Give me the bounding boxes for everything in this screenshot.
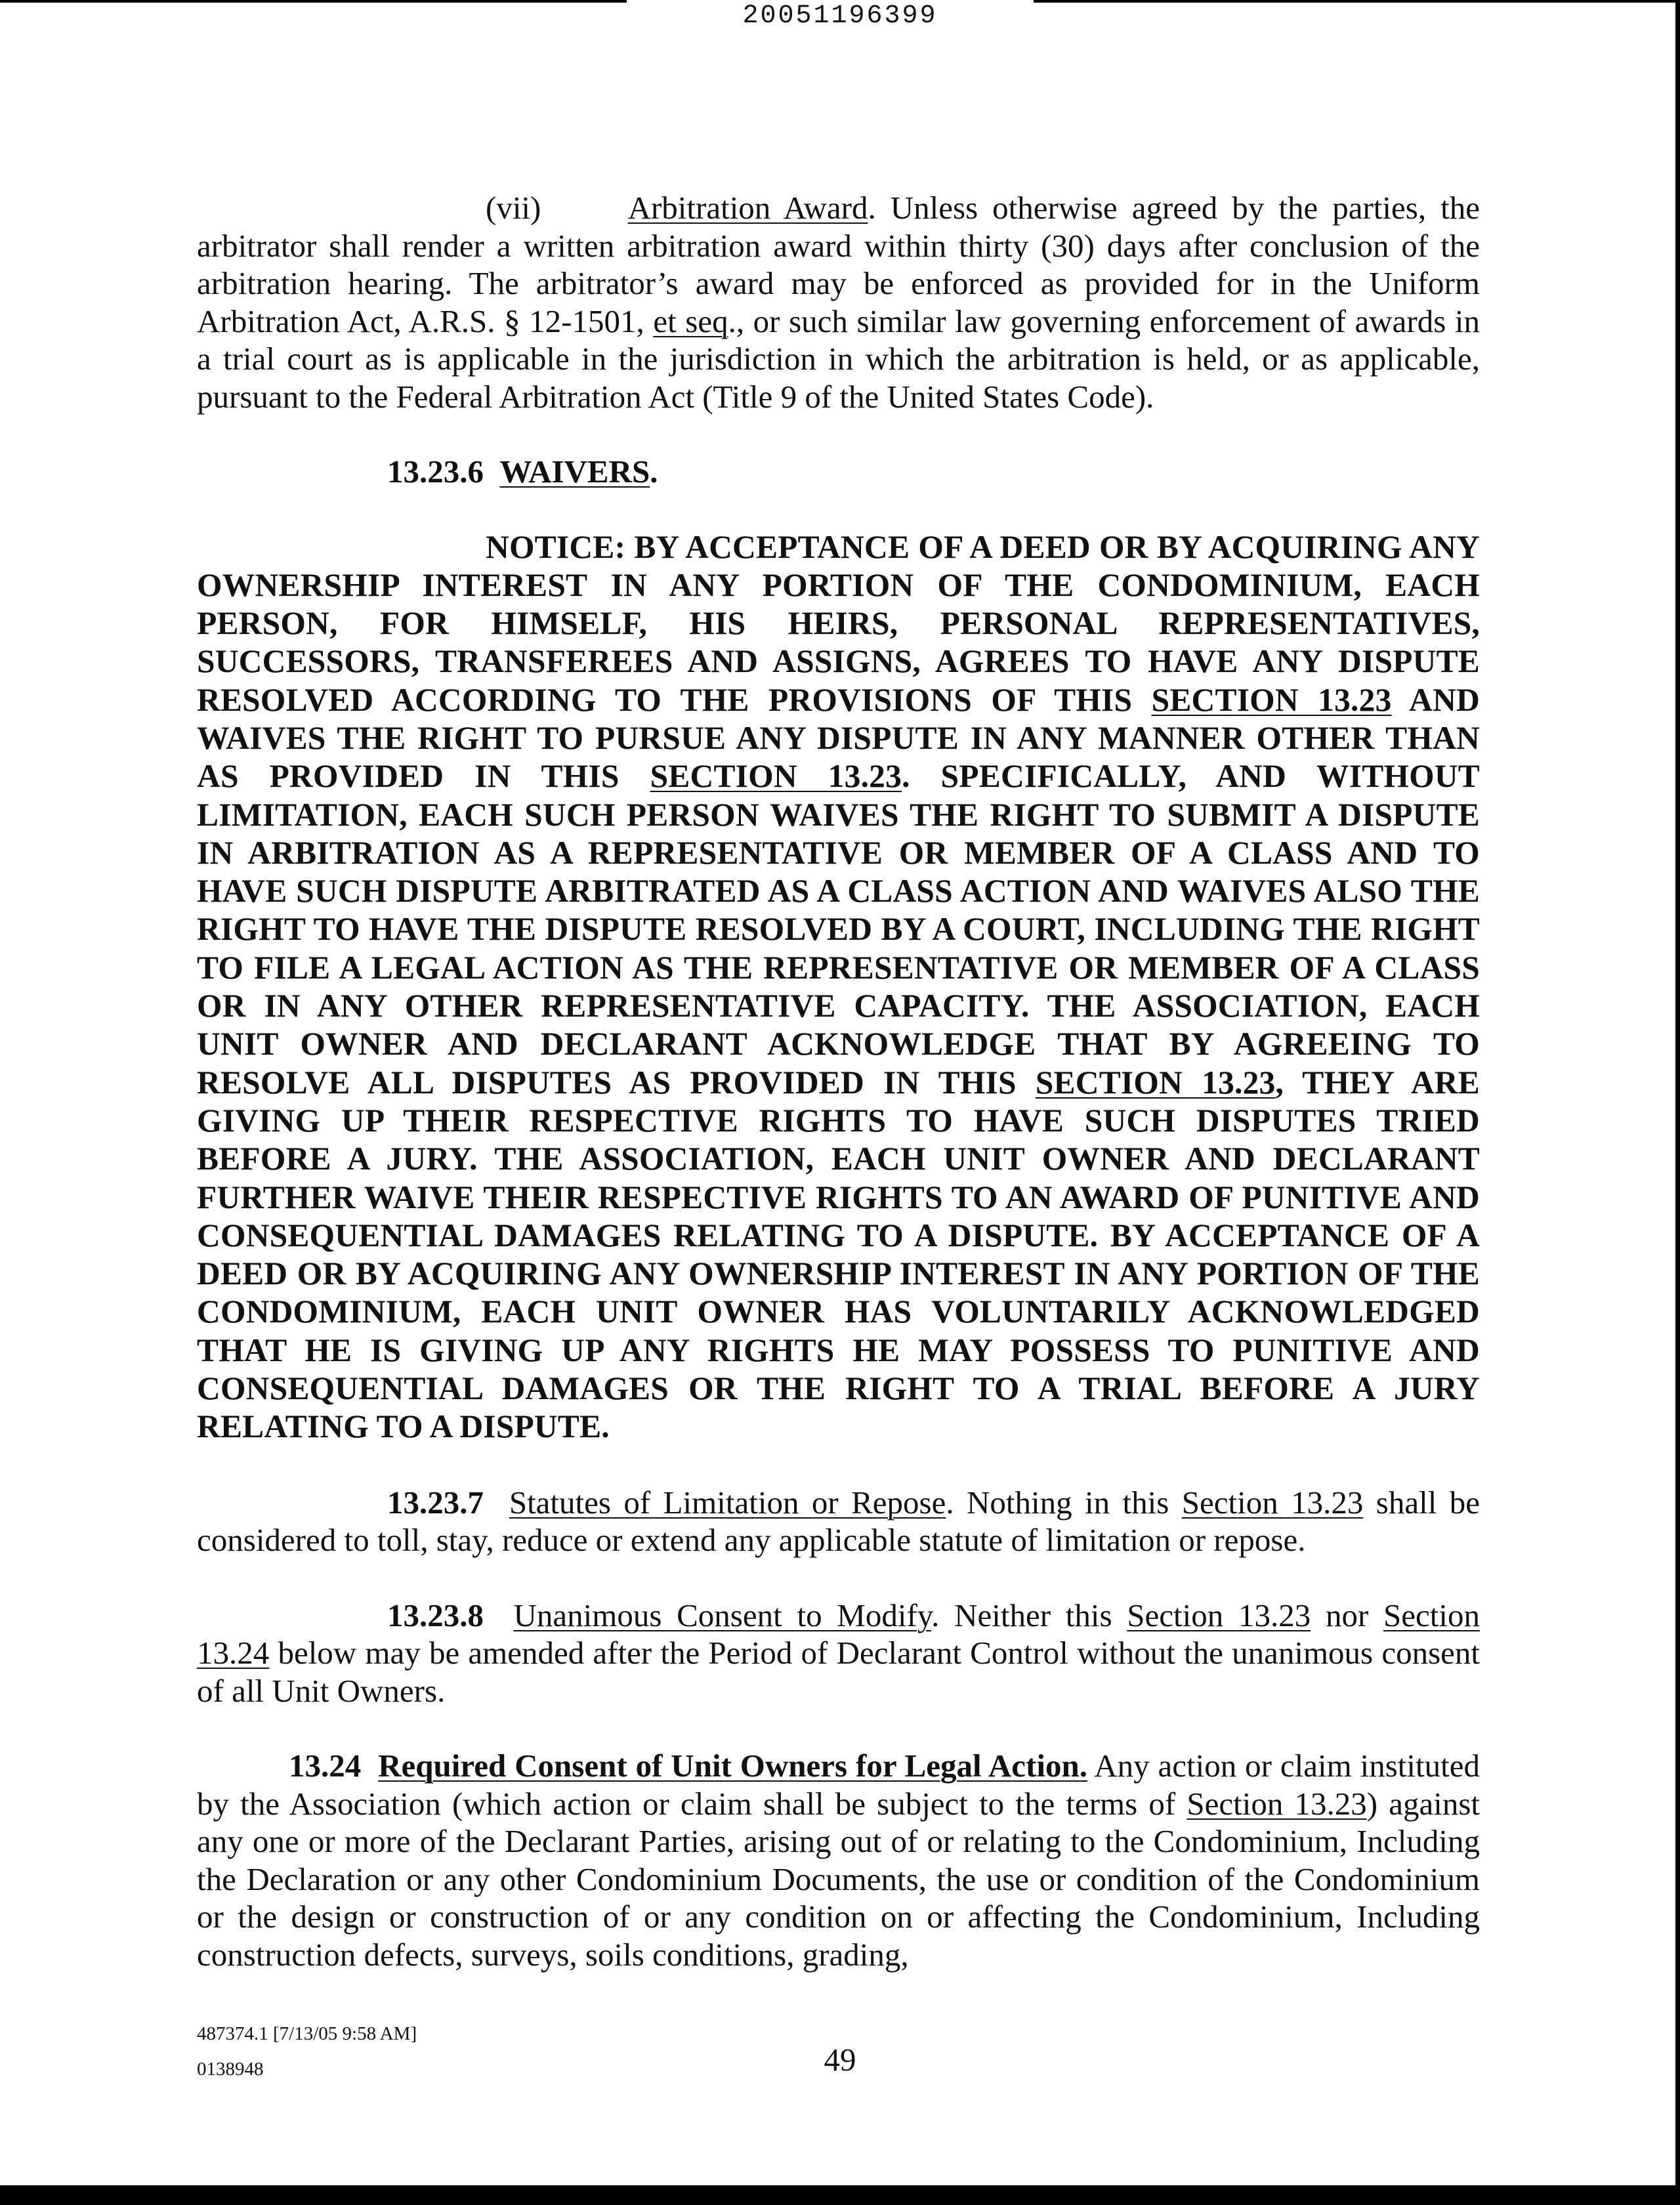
scan-edge-bottom [0,2185,1680,2205]
section-text: Any action or claim instituted by the Association (which action or claim shall be subject to the terms of [197,1748,1480,1822]
section-number: 13.23.8 [387,1597,484,1633]
paragraph-statutes-of-limitation [197,1484,1480,1559]
paragraph-required-consent [197,1747,1480,1973]
section-text: below may be amended after the Period of Declarant Control without the unanimous consent of all Unit Owners. [197,1635,1480,1709]
section-heading-waivers [197,453,1480,491]
recording-number: 20051196399 [742,1,938,31]
section-number: 13.24 [289,1748,362,1784]
clause-text: . Unless otherwise agreed by the parties, the arbitrator shall render a written arbitration award within thirty (30) days after conclusion of the arbitration hearing. The arbitrator’s award may be enforced as provided for in the Uniform Arbitration Act, A.R.S. § 12-1501, [197,190,1480,339]
notice-text: AND WAIVES THE RIGHT TO PURSUE ANY DISPUTE IN ANY MANNER OTHER THAN AS PROVIDED IN THIS [197,681,1480,795]
section-reference: Section 13.23 [1186,1785,1367,1822]
section-text: ) against any one or more of the Declarant Parties, arising out of or relating to the Condominium, Including the Declaration or any other Condominium Documents, the use or condition of the Condominium or the design or construction of or any condition on or affecting the Condominium, Including construction defects, surveys, soils conditions, grading, [197,1785,1480,1973]
scan-edge-right [1675,0,1680,2185]
notice-text: . SPECIFICALLY, AND WITHOUT LIMITATION, EACH SUCH PERSON WAIVES THE RIGHT TO SUBMIT A DISPUTE IN ARBITRATION AS A REPRESENTATIVE OR MEMBER OF A CLASS AND TO HAVE SUCH DISPUTE ARBITRATED AS A CLASS ACTION AND WAIVES ALSO THE RIGHT TO HAVE THE DISPUTE RESOLVED BY A COURT, INCLUDING THE RIGHT TO FILE A LEGAL ACTION AS THE REPRESENTATIVE OR MEMBER OF A CLASS OR IN ANY OTHER REPRESENTATIVE CAPACITY. THE ASSOCIATION, EACH UNIT OWNER AND DECLARANT ACKNOWLEDGE THAT BY AGREEING TO RESOLVE ALL DISPUTES AS PROVIDED IN THIS [197,758,1480,1101]
notice-text: , THEY ARE GIVING UP THEIR RESPECTIVE RIGHTS TO HAVE SUCH DISPUTES TRIED BEFORE A JURY. THE ASSOCIATION, EACH UNIT OWNER AND DECLARANT FURTHER WAIVE THEIR RESPECTIVE RIGHTS TO AN AWARD OF PUNITIVE AND CONSEQUENTIAL DAMAGES RELATING TO A DISPUTE. BY ACCEPTANCE OF A DEED OR BY ACQUIRING ANY OWNERSHIP INTEREST IN ANY PORTION OF THE CONDOMINIUM, EACH UNIT OWNER HAS VOLUNTARILY ACKNOWLEDGED THAT HE IS GIVING UP ANY RIGHTS HE MAY POSSESS TO PUNITIVE AND CONSEQUENTIAL DAMAGES OR THE RIGHT TO A TRIAL BEFORE A JURY RELATING TO A DISPUTE. [197,1064,1480,1445]
section-title: Unanimous Consent to Modify [513,1597,932,1633]
citation-et-seq: et seq [653,303,728,339]
section-text: . Neither this [931,1597,1127,1633]
section-reference: SECTION 13.23 [1151,681,1392,718]
section-text: . Nothing in this [946,1484,1182,1521]
section-text: shall be considered to toll, stay, reduce or extend any applicable statute of limitation or repose. [197,1484,1480,1559]
section-title-period: . [650,453,658,490]
waiver-notice [197,528,1480,1446]
footer-doc-ref: 487374.1 [7/13/05 9:58 AM] [197,2023,417,2044]
clause-text: ., or such similar law governing enforcement of awards in a trial court as is applicable in the jurisdiction in which the arbitration is held, or as applicable, pursuant to the Federal Arbitration Act (Title 9 of the United States Code). [197,303,1480,415]
section-number: 13.23.6 [387,453,484,490]
notice-text: NOTICE: BY ACCEPTANCE OF A DEED OR BY ACQUIRING ANY OWNERSHIP INTEREST IN ANY PORTION OF THE CONDOMINIUM, EACH PERSON, FOR HIMSELF, HIS HEIRS, PERSONAL REPRESENTATIVES, SUCCESSORS, TRANSFEREES AND ASSIGNS, AGREES TO HAVE ANY DISPUTE RESOLVED ACCORDING TO THE PROVISIONS OF THIS [197,528,1480,718]
paragraph-unanimous-consent [197,1597,1480,1710]
section-title: Required Consent of Unit Owners for Legal Action. [378,1748,1087,1784]
section-reference: Section 13.24 [197,1597,1480,1671]
section-reference: SECTION 13.23 [650,758,902,795]
section-text: nor [1311,1597,1383,1633]
footer-client-number: 0138948 [197,2059,264,2080]
section-title: Statutes of Limitation or Repose [509,1484,946,1521]
paragraph-arbitration-award [197,189,1480,415]
section-number: 13.23.7 [387,1484,484,1521]
clause-title: Arbitration Award [627,190,868,226]
clause-number: (vii) [486,190,541,226]
section-title: WAIVERS [499,453,650,490]
page-number: 49 [824,2042,856,2078]
section-reference: SECTION 13.23 [1035,1064,1276,1101]
page-body [197,189,1480,1973]
section-reference: Section 13.23 [1127,1597,1311,1633]
section-reference: Section 13.23 [1181,1484,1364,1521]
